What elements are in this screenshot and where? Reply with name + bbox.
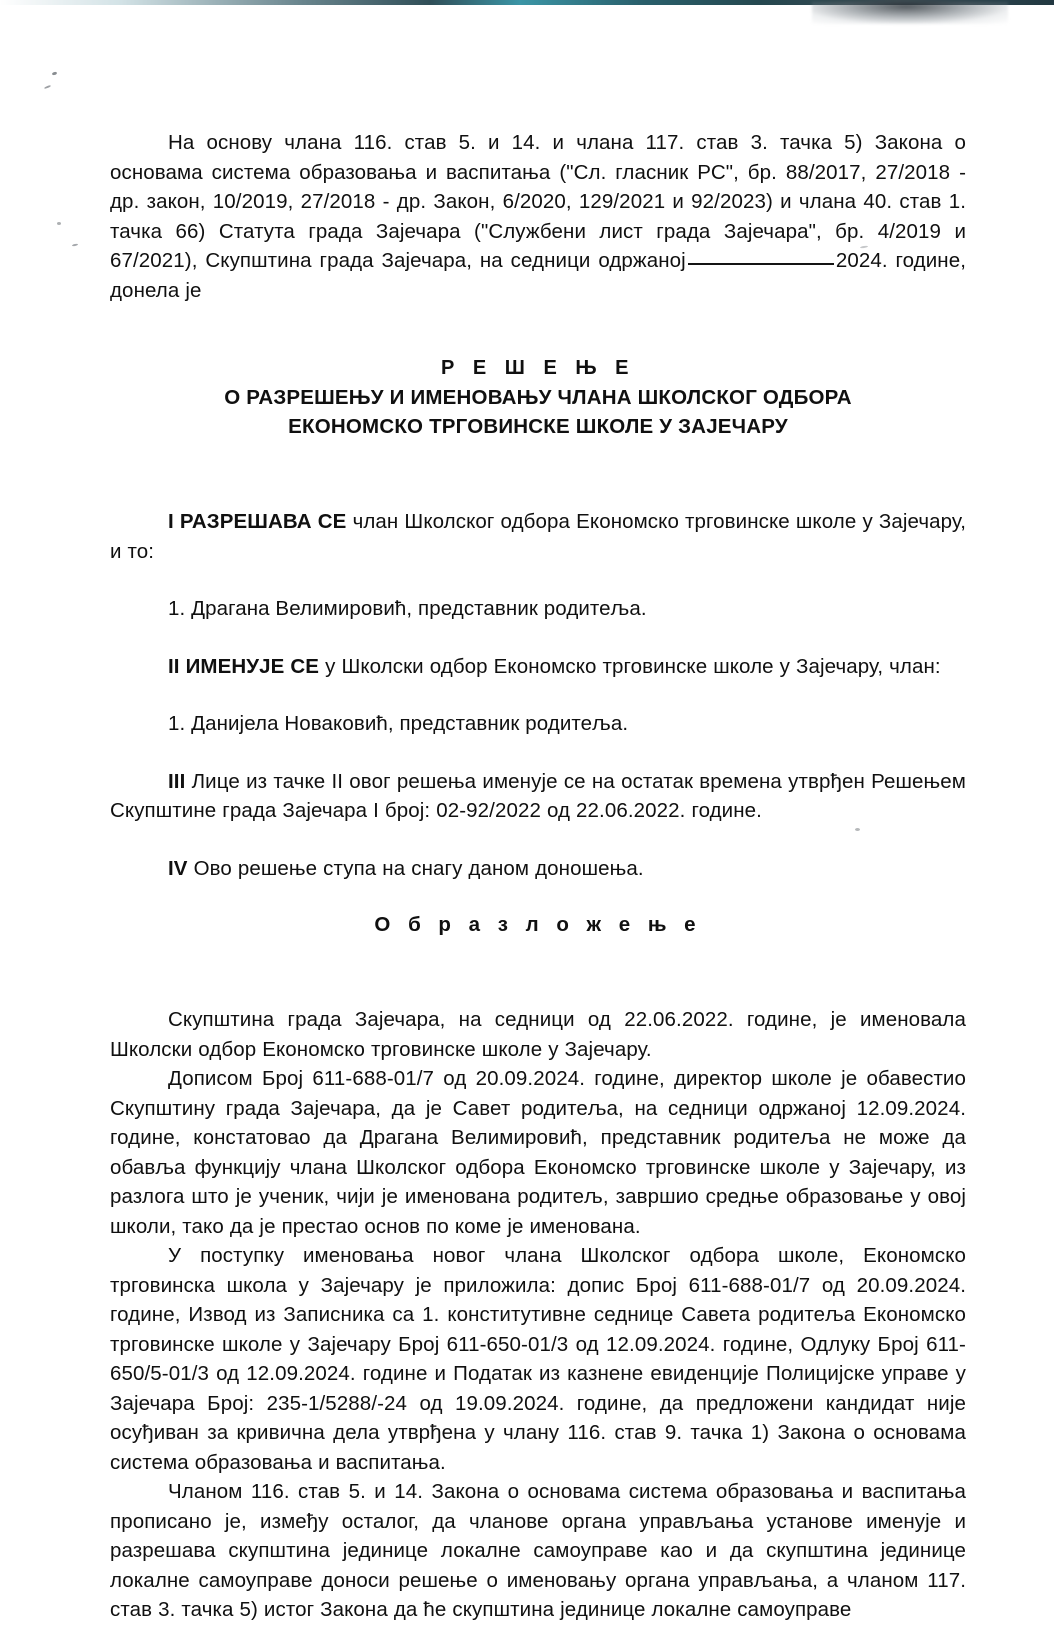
list-item: 1. Драгана Велимировић, представник родитеља. <box>168 597 647 620</box>
section-2-numeral: II <box>168 654 180 678</box>
session-date-blank-field[interactable] <box>688 263 834 265</box>
document-body <box>110 0 966 1625</box>
scan-speck <box>72 243 78 246</box>
document-title-block <box>110 353 966 441</box>
section-3-paragraph <box>110 767 966 826</box>
preamble-paragraph <box>110 128 966 305</box>
list-item: 1. Данијела Новаковић, представник родитеља. <box>168 712 629 735</box>
preamble-text-after-blank: 2024. године, донела је <box>110 249 966 302</box>
explanation-heading: О б р а з л о ж е њ е <box>374 913 702 936</box>
section-2-paragraph <box>110 652 966 682</box>
section-4-body: Ово решење ступа на снагу даном доношења. <box>193 856 644 880</box>
scan-speck <box>52 71 58 75</box>
section-1-paragraph <box>110 507 966 566</box>
section-2-bold-lead: ИМЕНУЈЕ СЕ <box>185 654 320 678</box>
explanation-paragraph: У поступку именовања новог члана Школског одбора школе, Економско трговинска школа у Зајечару је приложила: допис Број 611-688-01/7 од 20.09.2024. године, Извод из Записника са 1. конститутивне седнице Савета родитеља Економско трговинске школе у Зајечару Број 611-650-01/3 од 12.09.2024. године, Одлуку Број 611-650/5-01/3 од 12.09.2024. године и Податак из казнене евиденције Полицијске управе у Зајечара Број: 235-1/5288/-24 од 19.09.2024. године, да предложени кандидат није осуђиван за кривична дела утврђена у члану 116. став 9. тачка 1) Закона о основама система образовања и васпитања. <box>110 1244 966 1474</box>
explanation-paragraph: Скупштина града Зајечара, на седници од 22.06.2022. године, је именовала Школски одбор Економско трговинске школе у Зајечару. <box>110 1008 966 1061</box>
section-3-body: Лице из тачке II овог решења именује се на остатак времена утврђен Решењем Скупштине града Зајечара I број: 02-92/2022 од 22.06.2022. године. <box>110 769 966 822</box>
section-1-body: члан Школског одбора Економско трговинске школе у Зајечару, и то: <box>110 510 967 563</box>
section-4-paragraph <box>110 854 966 884</box>
document-subtitle-line-1: О РАЗРЕШЕЊУ И ИМЕНОВАЊУ ЧЛАНА ШКОЛСКОГ ОДБОРА <box>224 386 852 409</box>
document-subtitle-line-2: ЕКОНОМСКО ТРГОВИНСКЕ ШКОЛЕ У ЗАЈЕЧАРУ <box>288 415 788 438</box>
section-1-numeral: I <box>168 510 174 533</box>
section-2-body: у Школски одбор Економско трговинске школе у Зајечару, члан: <box>325 654 941 678</box>
preamble-text-before-blank: На основу члана 116. став 5. и 14. и члана 117. став 3. тачка 5) Закона о основама система образовања и васпитања ("Сл. гласник РС", бр. 88/2017, 27/2018 - др. закон, 10/2019, 27/2018 - др. Закон, 6/2020, 129/2021 и 92/2023) и члана 40. став 1. тачка 66) Статута града Зајечара ("Службени лист града Зајечара", бр. 4/2019 и 67/2021), Скупштина града Зајечара, на седници одржаној <box>110 131 966 272</box>
section-1-bold-lead: РАЗРЕШАВА СЕ <box>179 510 347 533</box>
section-3-numeral: III <box>168 769 186 793</box>
scan-speck <box>44 85 51 89</box>
explanation-paragraph: Дописом Број 611-688-01/7 од 20.09.2024. године, директор школе је обавестио Скупштину града Зајечара, да је Савет родитеља, на седници одржаној 12.09.2024. године, констатовао да Драгана Велимировић, представник родитеља не може да обавља функцију члана Школског одбора Економско трговинске школе у Зајечару, из разлога што је ученик, чији је именована родитељ, завршио средње образовање у овој школи, тако да је престао основ по коме је именована. <box>110 1067 966 1238</box>
page-title: Р Е Ш Е Њ Е <box>441 357 635 379</box>
explanation-paragraph: Чланом 116. став 5. и 14. Закона о основама система образовања и васпитања прописано је, између осталог, да чланове органа управљања установе именује и разрешава скупштина јединице локалне самоуправе као и да скупштина јединице локалне самоуправе доноси решење о именовању органа управљања, а чланом 117. став 3. тачка 5) истог Закона да ће скупштина јединице локалне самоуправе <box>110 1480 966 1621</box>
scan-speck <box>57 222 61 225</box>
section-4-numeral: IV <box>168 856 188 880</box>
